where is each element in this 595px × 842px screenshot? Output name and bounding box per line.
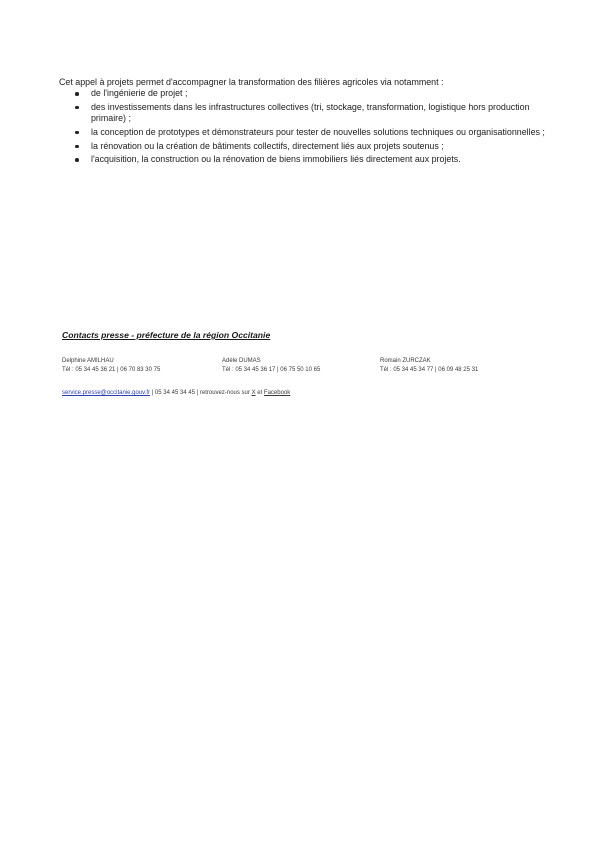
bullet-icon	[75, 92, 79, 96]
contact-card	[380, 357, 478, 375]
bullet-icon	[75, 158, 79, 162]
contact-card	[62, 357, 160, 375]
press-email-link[interactable]: service.presse@occitanie.gouv.fr	[62, 390, 151, 396]
contact-phone: Tél : 05 34 45 36 17 | 06 75 50 10 65	[222, 367, 321, 373]
list-item	[74, 102, 554, 124]
bullet-icon	[75, 145, 79, 149]
contact-card	[222, 357, 320, 375]
contact-name: Delphine AMILHAU	[62, 358, 114, 364]
press-phone: | 05 34 45 34 45 |	[150, 390, 200, 396]
list-item-text: des investissements dans les infrastructures collectives (tri, stockage, transformation, logistique hors production primaire) ;	[91, 101, 530, 123]
list-item	[74, 154, 554, 165]
contacts-footer	[62, 389, 290, 398]
contact-name: Romain ZURCZAK	[380, 358, 431, 364]
contact-phone: Tél : 05 34 45 36 21 | 06 70 83 30 75	[62, 367, 161, 373]
list-item-text: la conception de prototypes et démonstrateurs pour tester de nouvelles solutions techniques ou organisationnelles ;	[91, 126, 545, 137]
x-link[interactable]: X	[251, 390, 256, 396]
list-item-text: la rénovation ou la création de bâtiments collectifs, directement liés aux projets soutenus ;	[91, 140, 444, 151]
follow-text: retrouvez-nous sur	[199, 390, 252, 396]
list-item	[74, 88, 554, 99]
list-item	[74, 127, 554, 138]
bullet-icon	[75, 131, 79, 135]
and-text: et	[255, 390, 264, 396]
intro-paragraph: Cet appel à projets permet d'accompagner la transformation des filières agricoles via notamment :	[59, 77, 444, 87]
list-item-text: de l'ingénierie de projet ;	[91, 88, 188, 98]
contact-phone: Tél : 05 34 45 34 77 | 06 09 48 25 31	[380, 367, 479, 373]
bullet-icon	[75, 106, 79, 110]
contacts-heading: Contacts presse - préfecture de la région Occitanie	[62, 330, 271, 340]
list-item	[74, 141, 554, 152]
facebook-link[interactable]: Facebook	[263, 390, 291, 396]
list-item-text: l'acquisition, la construction ou la rénovation de biens immobiliers liés directement aux projets.	[91, 154, 461, 165]
bullet-list	[74, 88, 554, 168]
contact-name: Adèle DUMAS	[222, 358, 261, 364]
